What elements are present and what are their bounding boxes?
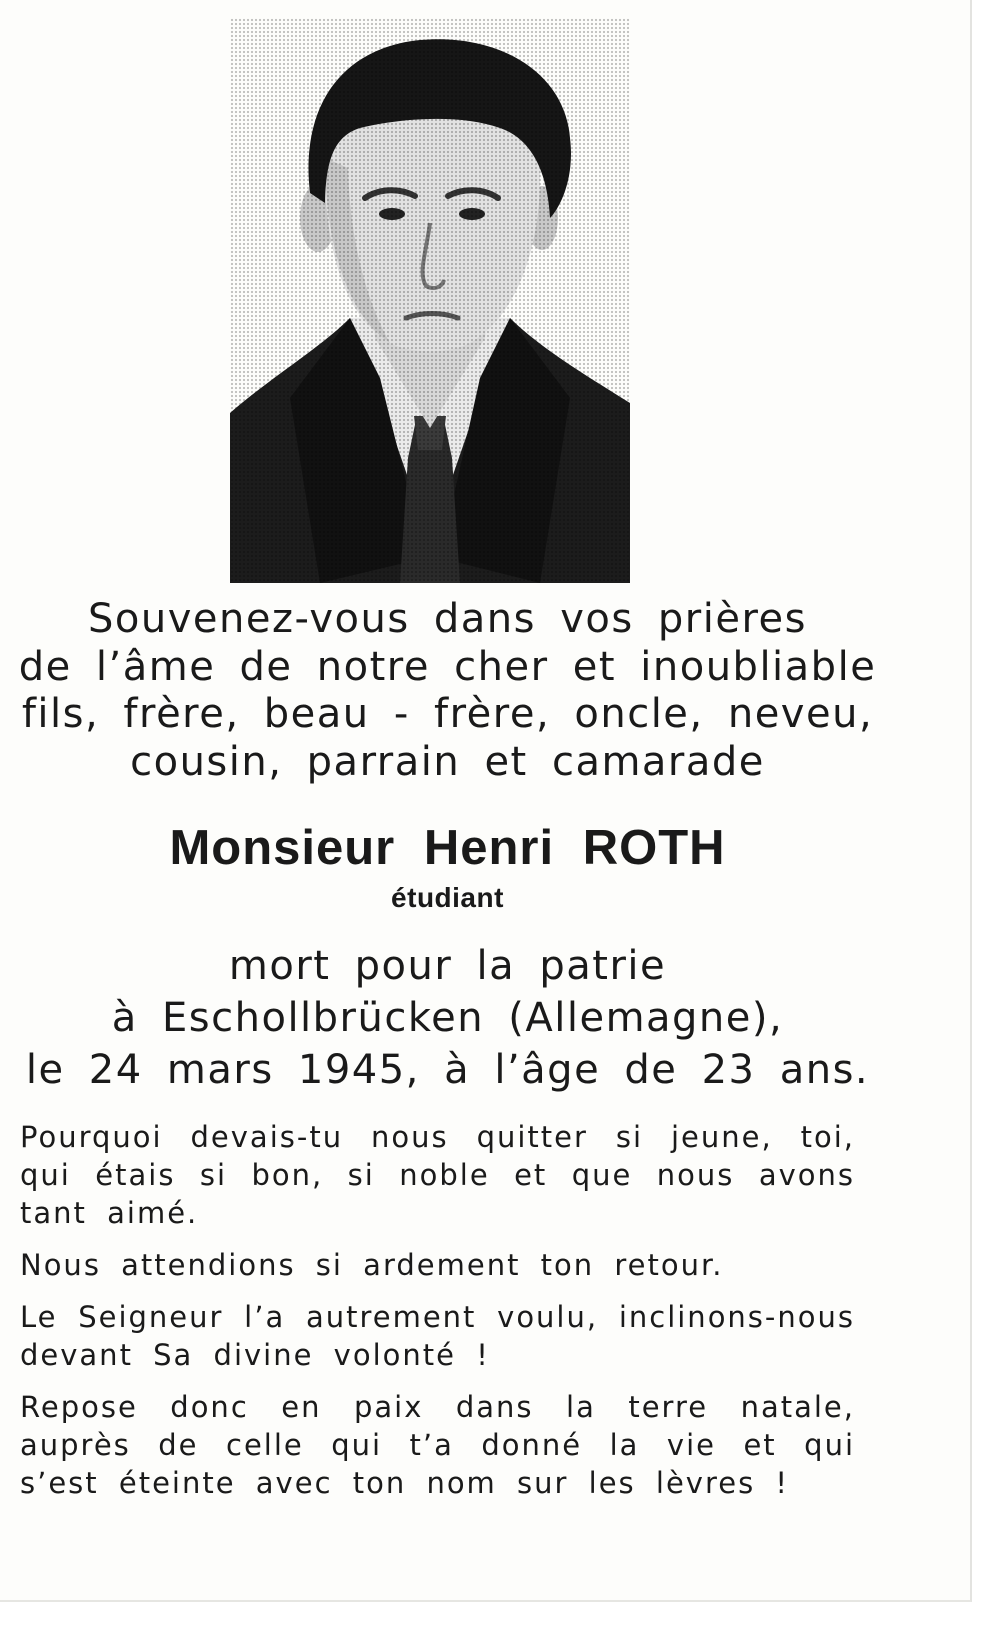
verse-line: devant Sa divine volonté ! xyxy=(20,1338,490,1372)
verse-line: Repose donc en paix dans la terre natale, xyxy=(20,1390,855,1424)
verse-paragraph xyxy=(20,1388,855,1502)
death-line: mort pour la patrie xyxy=(228,943,667,989)
verse-line: qui étais si bon, si noble et que nous avons xyxy=(20,1158,855,1192)
verse-line: Nous attendions si ardement ton retour. xyxy=(20,1248,724,1282)
verse-paragraph xyxy=(20,1118,855,1232)
prayer-intro xyxy=(0,596,895,786)
intro-line: fils, frère, beau - frère, oncle, neveu, xyxy=(21,691,874,737)
death-details xyxy=(0,940,895,1096)
verse-line: Pourquoi devais-tu nous quitter si jeune, toi, xyxy=(20,1120,855,1154)
memorial-verses xyxy=(20,1118,855,1516)
portrait-photo xyxy=(230,18,630,583)
verse-line: auprès de celle qui t’a donné la vie et qui xyxy=(20,1428,855,1462)
intro-line: de l’âme de notre cher et inoubliable xyxy=(18,643,877,690)
verse-line: tant aimé. xyxy=(20,1196,199,1230)
death-line: le 24 mars 1945, à l’âge de 23 ans. xyxy=(25,1047,870,1093)
intro-line: Souvenez-vous dans vos prières xyxy=(88,596,807,642)
verse-line: s’est éteinte avec ton nom sur les lèvres ! xyxy=(20,1466,790,1500)
verse-line: Le Seigneur l’a autrement voulu, inclinons-nous xyxy=(20,1300,855,1334)
portrait-image xyxy=(230,18,630,583)
deceased-name: Monsieur Henri ROTH xyxy=(169,821,726,875)
deceased-profession: étudiant xyxy=(391,882,504,913)
verse-paragraph xyxy=(20,1246,855,1284)
death-line: à Eschollbrücken (Allemagne), xyxy=(111,995,784,1041)
verse-paragraph xyxy=(20,1298,855,1374)
intro-line: cousin, parrain et camarade xyxy=(130,738,765,785)
